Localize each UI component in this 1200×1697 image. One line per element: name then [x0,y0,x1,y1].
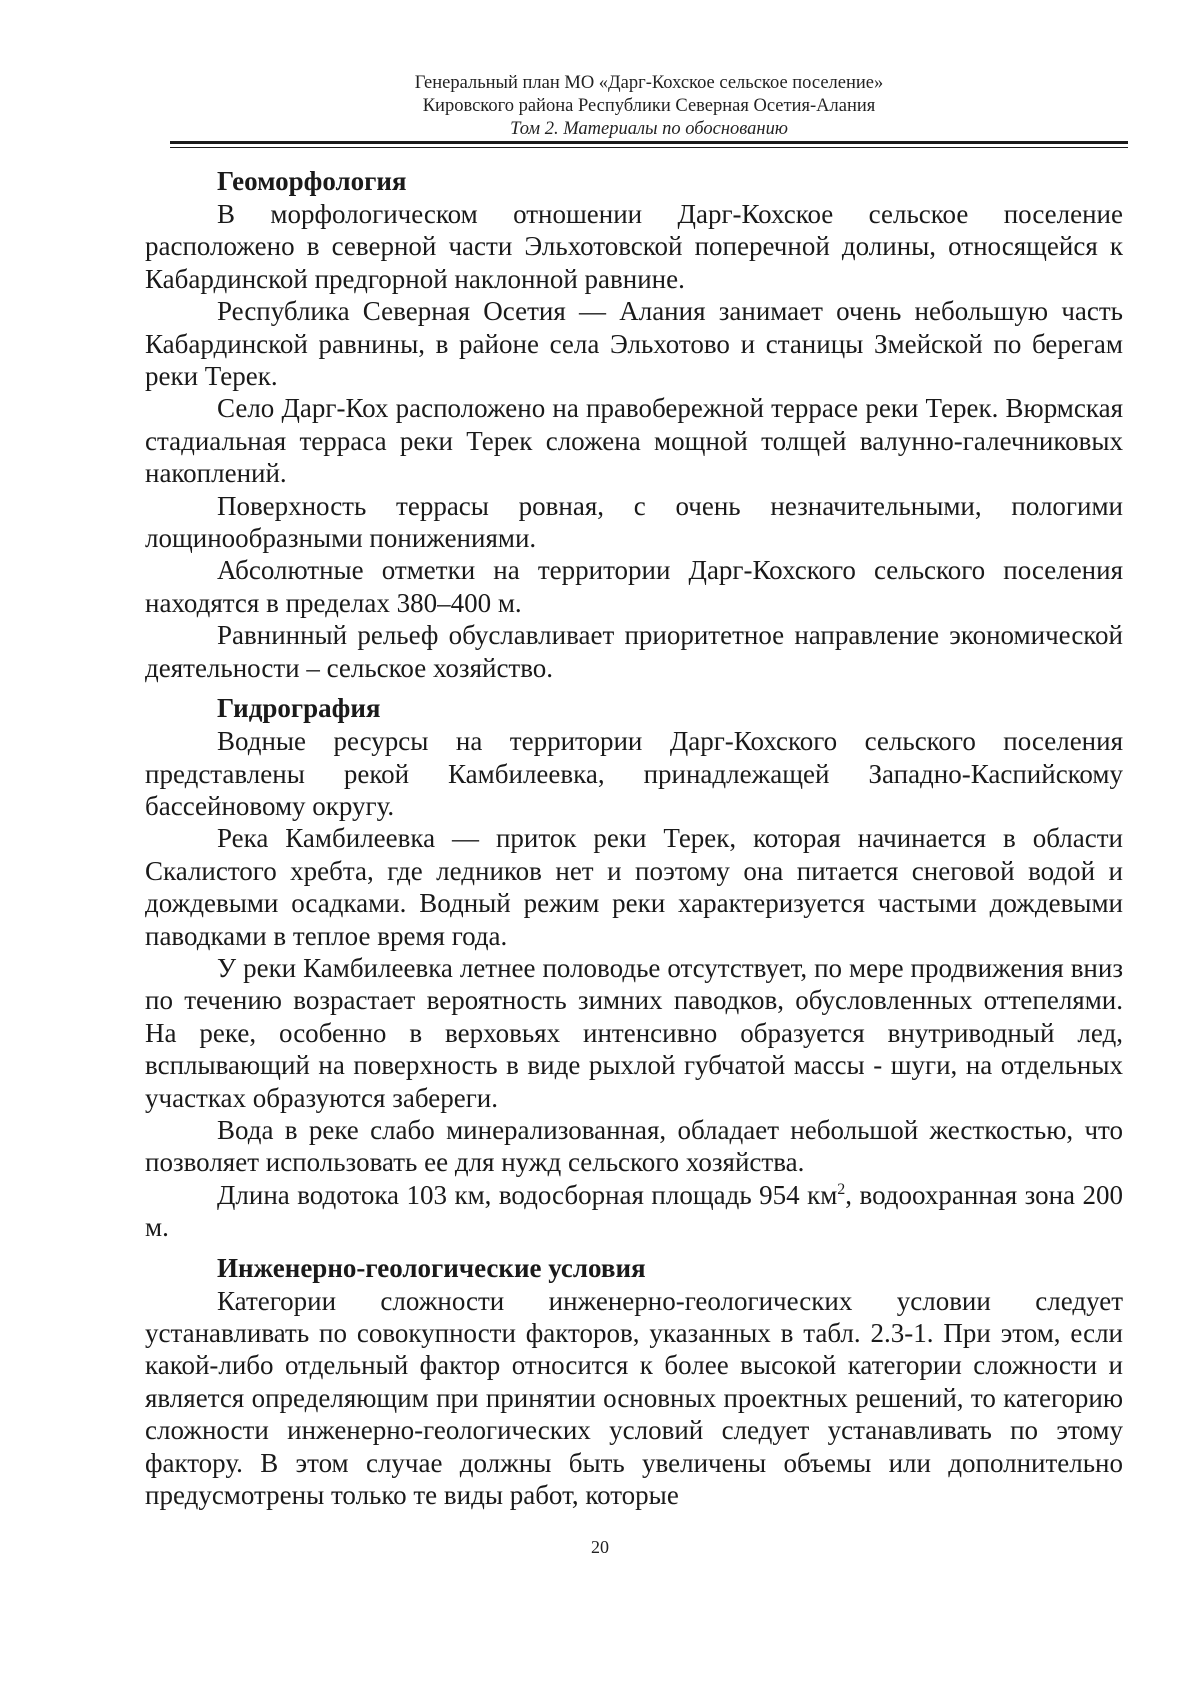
header-rule-thick [170,141,1128,144]
paragraph: Республика Северная Осетия — Алания занимает очень небольшую часть Кабардинской равнины, в районе села Эльхотово и станицы Змейской по берегам реки Терек. [145,296,1123,392]
paragraph: У реки Камбилеевка летнее половодье отсутствует, по мере продвижения вниз по течению возрастает вероятность зимних паводков, обусловленных оттепелями. На реке, особенно в верховьях интенсивно образуется внутриводный лед, всплывающий на поверхность в виде рыхлой губчатой массы - шуги, на отдельных участках образуются забереги. [145,952,1123,1113]
paragraph: Поверхность террасы ровная, с очень незначительными, пологими лощинообразными понижениями. [145,490,1123,554]
paragraph: Вода в реке слабо минерализованная, обладает небольшой жесткостью, что позволяет использовать ее для нужд сельского хозяйства. [145,1114,1123,1178]
heading-engineering-geology: Инженерно-геологические условия [217,1252,646,1283]
superscript: 2 [837,1180,846,1198]
paragraph-watercourse-length [145,1179,1123,1244]
paragraph: Река Камбилеевка — приток реки Терек, которая начинается в области Скалистого хребта, где ледников нет и поэтому она питается снеговой водой и дождевыми осадками. Водный режим реки характеризуется частыми дождевыми паводками в теплое время года. [145,823,1123,951]
header-line-1: Генеральный план МО «Дарг-Кохское сельское поселение» [414,73,884,93]
text-run: Длина водотока 103 км, водосборная площадь 954 км [217,1179,838,1210]
running-header [170,72,1128,141]
header-line-3: Том 2. Материалы по обоснованию [510,119,788,139]
header-line-2: Кировского района Республики Северная Осетия-Алания [422,96,876,116]
header-rule-thin [170,147,1128,148]
text-run: , водоохранная зона 200 м. [145,1179,1123,1243]
heading-hydrography: Гидрография [217,693,381,724]
page-number: 20 [591,1537,609,1557]
paragraph: Село Дарг-Кох расположено на правобережной террасе реки Терек. Вюрмская стадиальная терраса реки Терек сложена мощной толщей валунно-галечниковых накоплений. [145,393,1123,489]
body-text [145,165,1123,1511]
paragraph: В морфологическом отношении Дарг-Кохское сельское поселение расположено в северной части Эльхотовской поперечной долины, относящейся к Кабардинской предгорной наклонной равнине. [145,199,1123,294]
paragraph: Водные ресурсы на территории Дарг-Кохского сельского поселения представлены рекой Камбилеевка, принадлежащей Западно-Каспийскому бассейновому округу. [145,726,1123,821]
heading-geomorphology: Геоморфология [217,166,407,196]
paragraph: Равнинный рельеф обуславливает приоритетное направление экономической деятельности – сельское хозяйство. [145,620,1123,683]
paragraph: Абсолютные отметки на территории Дарг-Кохского сельского поселения находятся в пределах 380–400 м. [145,555,1123,618]
paragraph: Категории сложности инженерно-геологических условии следует устанавливать по совокупности факторов, указанных в табл. 2.3-1. При этом, если какой-либо отдельный фактор относится к более высокой категории сложности и является определяющим при принятии основных проектных решений, то категорию сложности инженерно-геологических условий следует устанавливать по этому фактору. В этом случае должны быть увеличены объемы или дополнительно предусмотрены только те виды работ, которые [145,1285,1123,1511]
